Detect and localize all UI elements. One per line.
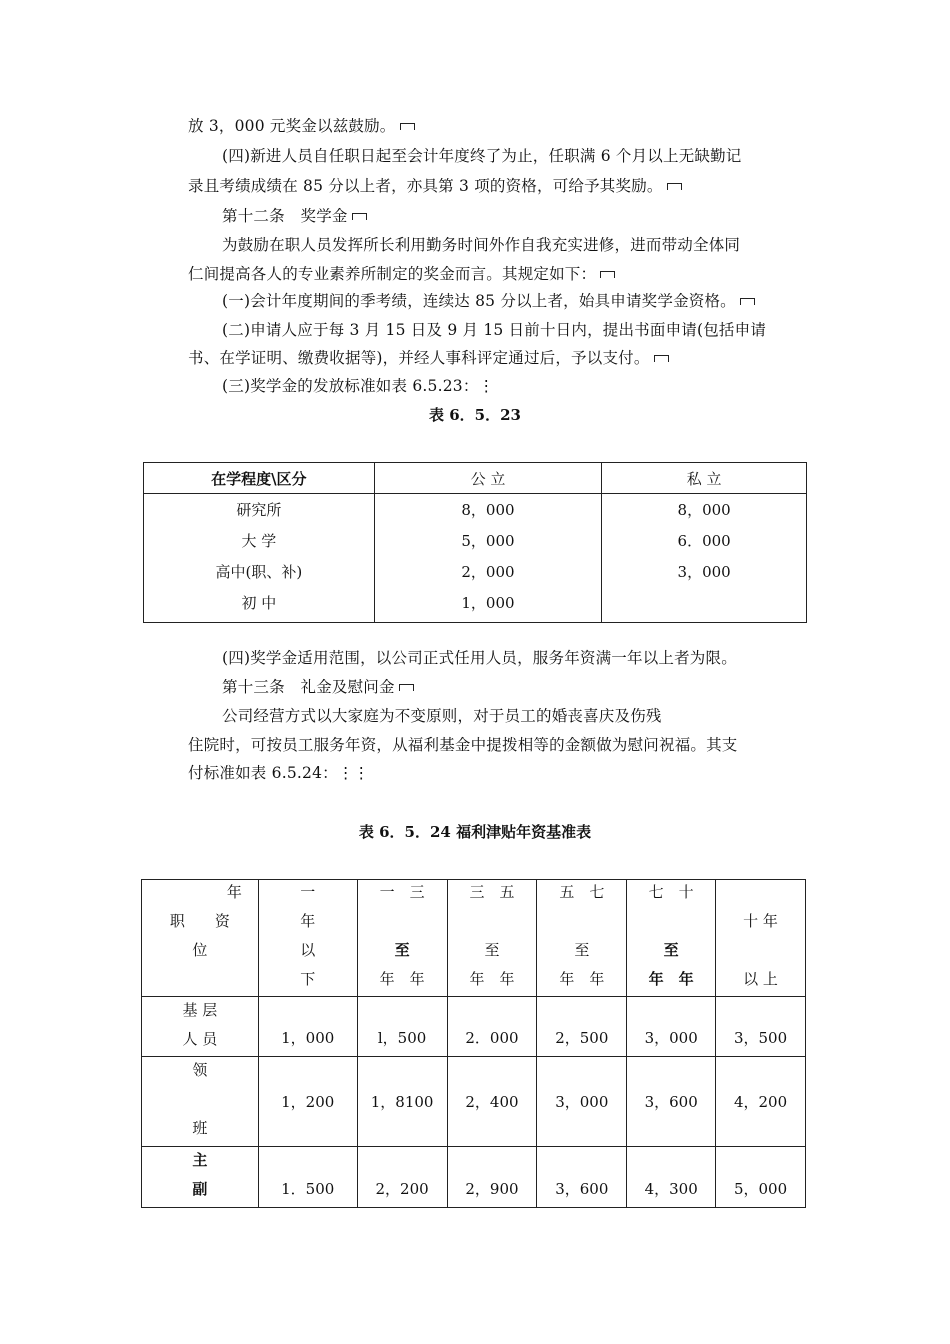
- table1-header: 私 立: [602, 463, 807, 494]
- table2-cell: 3，600: [627, 1057, 716, 1147]
- table2-cell: 3，500: [716, 997, 806, 1057]
- table2-cell: 2，500: [537, 997, 627, 1057]
- table2-header: [447, 880, 537, 997]
- table1-cell: 8，000: [677, 501, 731, 519]
- paragraph-mark-icon: [667, 183, 682, 190]
- paragraph-mark-icon: [399, 684, 414, 691]
- table2-corner-header: [142, 880, 259, 997]
- table-row: [142, 997, 806, 1057]
- table2-cell: 1．500: [258, 1147, 357, 1208]
- table2-header: [627, 880, 716, 997]
- table1-cell: 2，000: [461, 563, 515, 581]
- welfare-allowance-table: [141, 879, 806, 1208]
- table2-cell: 基 层: [182, 1000, 218, 1019]
- table2-row-label: [142, 1057, 259, 1147]
- table2-cell: 2．000: [447, 997, 537, 1057]
- paragraph-line: (一)会计年度期间的季考绩，连续达 85 分以上者，始具申请奖学金资格。: [222, 291, 755, 311]
- paragraph-line: 录且考绩成绩在 85 分以上者，亦具第 3 项的资格，可给予其奖励。: [188, 176, 682, 196]
- table2-header: [357, 880, 447, 997]
- table2-cell: 至: [394, 941, 410, 959]
- table2-cell: 一 三: [379, 883, 425, 901]
- paragraph-line: 书、在学证明、缴费收据等)，并经人事科评定通过后，予以支付。: [188, 348, 669, 368]
- paragraph-line: 仁间提高各人的专业素养所制定的奖金而言。其规定如下：: [188, 264, 615, 284]
- section-heading: 第十二条 奖学金: [222, 206, 367, 226]
- table2-cell: [142, 1087, 258, 1116]
- table1-private: [602, 494, 807, 623]
- table2-cell: 2，200: [357, 1147, 447, 1208]
- table2-cell: 副: [192, 1180, 208, 1198]
- table2-cell: 七 十: [648, 883, 694, 901]
- paragraph-line: (四)奖学金适用范围，以公司正式任用人员，服务年资满一年以上者为限。: [222, 649, 737, 667]
- table2-header: [537, 880, 627, 997]
- table1-public: [374, 494, 602, 623]
- paragraph-mark-icon: [600, 271, 615, 278]
- paragraph-line: (三)奖学金的发放标准如表 6.5.23：⋮: [222, 377, 495, 395]
- table1-cell: 研究所: [236, 501, 282, 519]
- table2-cell: 人 员: [182, 1029, 218, 1048]
- table2-header: [716, 880, 806, 997]
- table2-cell: 3，000: [537, 1057, 627, 1147]
- table2-cell: 班: [192, 1119, 208, 1137]
- table2-cell: 1，000: [258, 997, 357, 1057]
- table2-cell: 职 资: [169, 912, 230, 930]
- table2-row-label: [142, 997, 259, 1057]
- table1-cell: 1，000: [461, 594, 515, 612]
- table2-cell: [627, 909, 715, 938]
- table2-cell: [537, 909, 626, 938]
- table1-header: 公 立: [374, 463, 602, 494]
- table2-cell: 年 年: [559, 970, 605, 988]
- table2-cell: 4，200: [716, 1057, 806, 1147]
- table1-cell: 8，000: [461, 501, 515, 519]
- table2-cell: 至: [663, 941, 679, 959]
- table1-cell: 初 中: [241, 594, 277, 612]
- table2-cell: 年: [226, 883, 242, 901]
- table2-cell: 年: [300, 912, 316, 930]
- paragraph-line: (四)新进人员自任职日起至会计年度终了为止，任职满 6 个月以上无缺勤记: [222, 147, 742, 165]
- table2-cell: 下: [300, 970, 316, 988]
- table-row: [142, 1147, 806, 1208]
- paragraph-line: 为鼓励在职人员发挥所长利用勤务时间外作自我充实进修，进而带动全体同: [222, 236, 741, 254]
- table1-caption: 表 6．5．23: [429, 406, 521, 424]
- table2-cell: 三 五: [469, 883, 515, 901]
- paragraph-mark-icon: [352, 213, 367, 220]
- table2-cell: 以 上: [743, 970, 778, 988]
- table2-cell: 2，900: [447, 1147, 537, 1208]
- table2-cell: [448, 909, 537, 938]
- table2-cell: 3，000: [627, 997, 716, 1057]
- table1-cell: 5，000: [461, 532, 515, 550]
- paragraph-mark-icon: [400, 123, 415, 130]
- table2-cell: 年 年: [379, 970, 425, 988]
- table1-cell: 高中(职、补): [215, 563, 303, 581]
- table2-cell: 至: [574, 941, 590, 959]
- table2-cell: 年 年: [648, 970, 694, 988]
- paragraph-mark-icon: [654, 355, 669, 362]
- table1-levels: [144, 494, 375, 623]
- paragraph-line: 放 3，000 元奖金以兹鼓励。: [188, 116, 415, 136]
- paragraph-line: (二)申请人应于每 3 月 15 日及 9 月 15 日前十日内，提出书面申请(包括申请: [222, 321, 767, 339]
- table2-cell: 年 年: [469, 970, 515, 988]
- table2-cell: 位: [192, 941, 208, 959]
- table2-cell: 4，300: [627, 1147, 716, 1208]
- table2-cell: 1，8100: [357, 1057, 447, 1147]
- table2-cell: 5，000: [716, 1147, 806, 1208]
- table2-cell: [716, 938, 805, 967]
- table2-cell: 主: [192, 1151, 208, 1169]
- table2-row-label: [142, 1147, 259, 1208]
- paragraph-line: 公司经营方式以大家庭为不变原则，对于员工的婚丧喜庆及伤残: [222, 707, 662, 725]
- table2-cell: 领: [192, 1061, 208, 1079]
- table2-cell: 十 年: [743, 912, 778, 930]
- table2-cell: 一: [300, 883, 316, 901]
- table2-header: [258, 880, 357, 997]
- table1-cell: 3，000: [677, 563, 731, 581]
- table1-cell: 6．000: [677, 532, 731, 550]
- table2-cell: 五 七: [559, 883, 605, 901]
- table1-cell: 大 学: [241, 532, 277, 550]
- table2-cell: [358, 909, 447, 938]
- paragraph-line: 住院时，可按员工服务年资，从福利基金中提拨相等的金额做为慰问祝福。其支: [188, 736, 738, 754]
- table2-cell: 2，400: [447, 1057, 537, 1147]
- table1-header: 在学程度\区分: [144, 463, 375, 494]
- scholarship-table: [143, 462, 807, 623]
- table2-cell: [716, 880, 805, 909]
- table-row: [142, 1057, 806, 1147]
- section-heading: 第十三条 礼金及慰问金: [222, 677, 414, 697]
- table2-cell: 3，600: [537, 1147, 627, 1208]
- paragraph-mark-icon: [740, 298, 755, 305]
- table2-cell: 至: [484, 941, 500, 959]
- paragraph-line: 付标准如表 6.5.24：⋮⋮: [188, 764, 370, 782]
- table2-caption: 表 6．5．24 福利津贴年资基准表: [358, 823, 592, 841]
- table2-cell: 以: [300, 941, 316, 959]
- table2-cell: l，500: [357, 997, 447, 1057]
- table2-cell: 1，200: [258, 1057, 357, 1147]
